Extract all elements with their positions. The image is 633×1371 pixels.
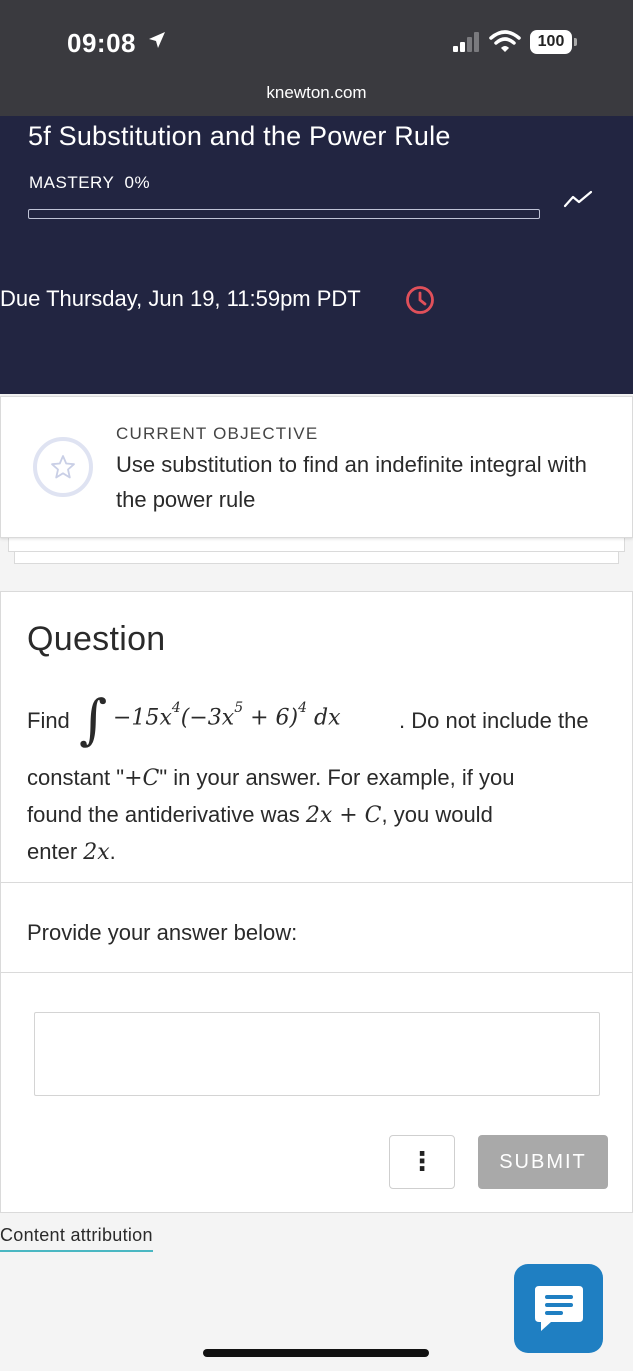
star-icon [33, 437, 93, 497]
question-statement-line [27, 688, 627, 752]
signal-icon [453, 32, 481, 57]
status-bar [0, 0, 633, 80]
stacked-card-shadow [14, 552, 619, 564]
mastery-label: MASTERY 0% [29, 173, 151, 192]
integral-sign: ∫ [79, 688, 108, 751]
question-card [0, 591, 633, 1213]
content-attribution-link[interactable]: Content attribution [0, 1225, 153, 1252]
example-answer: 2x [83, 840, 110, 865]
question-title: Question [27, 620, 166, 658]
home-indicator[interactable] [203, 1349, 429, 1357]
answer-input[interactable] [34, 1012, 600, 1096]
divider [1, 972, 632, 973]
integrand: $-15x^4(-3x^5 + 6)^4$ dx [113, 700, 341, 731]
submit-button[interactable]: SUBMIT [478, 1135, 608, 1189]
objective-label: CURRENT OBJECTIVE [116, 424, 319, 443]
trend-chart-icon[interactable] [563, 189, 593, 214]
objective-card [0, 396, 633, 538]
question-text: . Do not include the [399, 708, 589, 733]
divider [1, 882, 632, 883]
constant-c: +C [124, 766, 160, 791]
assignment-header [0, 116, 633, 394]
mastery-progress-bar [28, 209, 540, 219]
due-date: Due Thursday, Jun 19, 11:59pm PDT [0, 286, 361, 311]
battery-icon [530, 30, 572, 54]
battery-level: 100 [530, 30, 572, 54]
chat-button[interactable] [514, 1264, 603, 1353]
location-arrow-icon [147, 30, 167, 55]
stacked-card-shadow [8, 538, 625, 552]
chat-icon [533, 1284, 585, 1334]
browser-url[interactable]: knewton.com [0, 80, 633, 116]
answer-prompt: Provide your answer below: [27, 920, 298, 945]
question-find: Find [27, 708, 70, 733]
wifi-icon [489, 30, 521, 59]
clock-icon [405, 285, 435, 320]
question-instructions: constant "+C" in your answer. For example, if you found the antiderivative was 2x + C, you would enter 2x. [27, 765, 515, 865]
more-options-button[interactable]: ⋮ [389, 1135, 455, 1189]
page-title: 5f Substitution and the Power Rule [28, 121, 451, 151]
example-antiderivative: 2x + C [305, 803, 382, 828]
status-time: 09:08 [67, 28, 136, 58]
objective-text: Use substitution to find an indefinite integral with the power rule [116, 452, 587, 512]
